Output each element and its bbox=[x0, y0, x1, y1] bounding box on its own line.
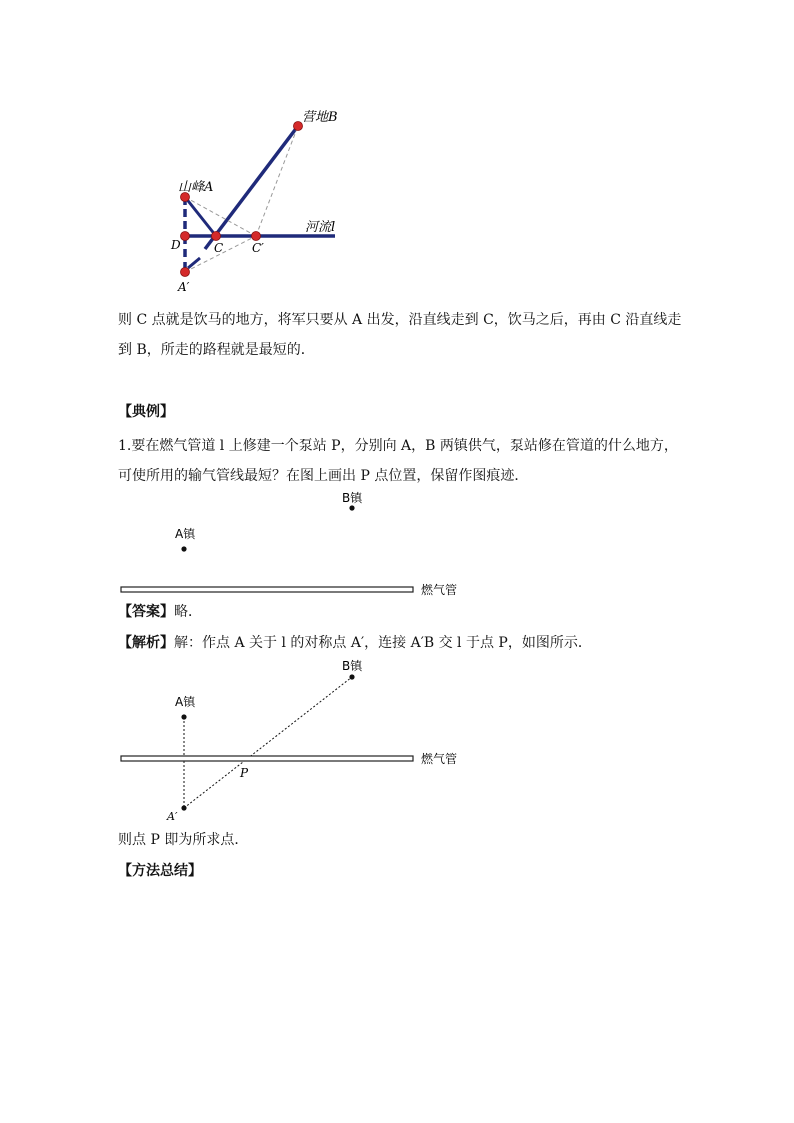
point-c bbox=[212, 232, 221, 241]
gas-pipe bbox=[121, 756, 413, 761]
conclusion-text: 则点 P 即为所求点． bbox=[118, 832, 249, 848]
point-c-prime bbox=[252, 232, 261, 241]
label-camp-b: 营地B bbox=[302, 110, 338, 125]
heading-example: 【典例】 bbox=[118, 404, 174, 420]
point-a-prime bbox=[181, 268, 190, 277]
gas-pipe bbox=[121, 587, 413, 592]
label-gas-pipe: 燃气管 bbox=[421, 583, 458, 597]
dashed-aprime-to-b bbox=[184, 677, 352, 808]
point-d bbox=[181, 232, 190, 241]
heading-answer: 【答案】 bbox=[118, 604, 174, 620]
figure-solution bbox=[115, 655, 475, 825]
label-gas-pipe: 燃气管 bbox=[421, 752, 458, 766]
analysis-text: 解：作点 A 关于 l 的对称点 A′，连接 A′B 交 l 于点 P，如图所示． bbox=[174, 635, 592, 651]
label-c: C bbox=[214, 241, 224, 255]
label-a-prime: A′ bbox=[167, 810, 178, 823]
dashed-cprime-to-b bbox=[256, 126, 298, 236]
heading-analysis: 【解析】 bbox=[118, 635, 174, 651]
label-b-town: B镇 bbox=[342, 491, 363, 505]
point-b-town bbox=[349, 505, 354, 510]
label-mountain-a: 山峰A bbox=[178, 180, 214, 195]
point-a-town bbox=[181, 546, 186, 551]
answer-row bbox=[118, 598, 202, 626]
label-a-town: A镇 bbox=[175, 527, 196, 541]
label-c-prime: C′ bbox=[252, 241, 264, 255]
label-b-town: B镇 bbox=[342, 659, 363, 673]
line-a-to-c bbox=[185, 197, 216, 236]
para-conclusion-line2: 到 B，所走的路程就是最短的． bbox=[118, 342, 315, 358]
point-a-prime bbox=[181, 805, 186, 810]
label-river-l: 河流l bbox=[305, 220, 336, 235]
heading-method-summary: 【方法总结】 bbox=[118, 863, 202, 879]
figure-horse-drinking bbox=[160, 100, 370, 300]
label-a-town: A镇 bbox=[175, 695, 196, 709]
figure-problem bbox=[115, 485, 475, 600]
line-c-to-b bbox=[205, 126, 298, 249]
label-p: P bbox=[240, 766, 249, 780]
label-d: D bbox=[171, 238, 181, 252]
para-conclusion-line1: 则 C 点就是饮马的地方，将军只要从 A 出发，沿直线走到 C，饮马之后，再由 C 沿直线走 bbox=[118, 312, 682, 328]
answer-text: 略． bbox=[174, 604, 202, 620]
problem-line2: 可使所用的输气管线最短？在图上画出 P 点位置，保留作图痕迹． bbox=[118, 468, 529, 484]
analysis-row bbox=[118, 629, 592, 657]
line-aprime-to-c bbox=[188, 258, 200, 268]
label-a-prime: A′ bbox=[178, 280, 190, 294]
problem-line1: 1.要在燃气管道 l 上修建一个泵站 P，分别向 A，B 两镇供气，泵站修在管道的什么地方， bbox=[118, 438, 678, 454]
